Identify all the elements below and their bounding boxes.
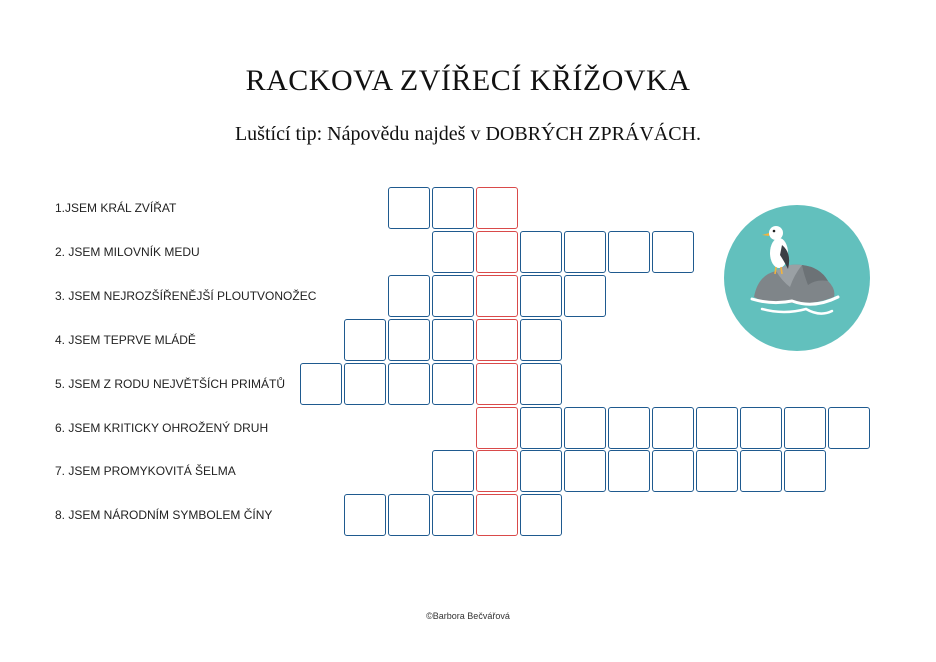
answer-cell[interactable] bbox=[388, 319, 430, 361]
answer-cell[interactable] bbox=[300, 363, 342, 405]
answer-cell[interactable] bbox=[432, 231, 474, 273]
answer-cell[interactable] bbox=[388, 275, 430, 317]
answer-cell[interactable] bbox=[520, 494, 562, 536]
answer-cell[interactable] bbox=[520, 275, 562, 317]
answer-cell[interactable] bbox=[520, 319, 562, 361]
answer-cell[interactable] bbox=[784, 450, 826, 492]
answer-cell[interactable] bbox=[696, 407, 738, 449]
clue-label-1: 1.JSEM KRÁL ZVÍŘAT bbox=[55, 201, 177, 215]
answer-key-cell[interactable] bbox=[476, 363, 518, 405]
clue-label-6: 6. JSEM KRITICKY OHROŽENÝ DRUH bbox=[55, 420, 269, 435]
page-title: RACKOVA ZVÍŘECÍ KŘÍŽOVKA bbox=[245, 64, 691, 97]
answer-cell[interactable] bbox=[388, 363, 430, 405]
clue-label-7: 7. JSEM PROMYKOVITÁ ŠELMA bbox=[55, 464, 236, 479]
answer-key-cell[interactable] bbox=[476, 231, 518, 273]
answer-cell[interactable] bbox=[652, 231, 694, 273]
answer-cell[interactable] bbox=[388, 187, 430, 229]
answer-cell[interactable] bbox=[520, 450, 562, 492]
answer-cell[interactable] bbox=[432, 187, 474, 229]
clue-label-3: 3. JSEM NEJROZŠÍŘENĚJŠÍ PLOUTVONOŽEC bbox=[55, 288, 317, 303]
answer-key-cell[interactable] bbox=[476, 187, 518, 229]
answer-key-cell[interactable] bbox=[476, 494, 518, 536]
answer-cell[interactable] bbox=[564, 275, 606, 317]
clue-label-5: 5. JSEM Z RODU NEJVĚTŠÍCH PRIMÁTŮ bbox=[55, 376, 286, 391]
clue-label-4: 4. JSEM TEPRVE MLÁDĚ bbox=[55, 332, 196, 347]
answer-cell[interactable] bbox=[608, 450, 650, 492]
answer-cell[interactable] bbox=[520, 231, 562, 273]
answer-cell[interactable] bbox=[784, 407, 826, 449]
answer-cell[interactable] bbox=[432, 450, 474, 492]
answer-key-cell[interactable] bbox=[476, 450, 518, 492]
answer-cell[interactable] bbox=[432, 275, 474, 317]
answer-cell[interactable] bbox=[344, 363, 386, 405]
answer-cell[interactable] bbox=[432, 363, 474, 405]
seagull-on-rock-icon bbox=[724, 205, 870, 351]
solving-tip: Luštící tip: Nápovědu najdeš v DOBRÝCH ZPRÁVÁCH. bbox=[234, 123, 702, 145]
answer-cell[interactable] bbox=[608, 231, 650, 273]
answer-cell[interactable] bbox=[696, 450, 738, 492]
clue-label-8: 8. JSEM NÁRODNÍM SYMBOLEM ČÍNY bbox=[55, 508, 273, 523]
answer-cell[interactable] bbox=[564, 407, 606, 449]
answer-cell[interactable] bbox=[564, 450, 606, 492]
answer-key-cell[interactable] bbox=[476, 319, 518, 361]
answer-cell[interactable] bbox=[740, 450, 782, 492]
answer-cell[interactable] bbox=[520, 363, 562, 405]
answer-cell[interactable] bbox=[652, 450, 694, 492]
answer-key-cell[interactable] bbox=[476, 407, 518, 449]
answer-cell[interactable] bbox=[608, 407, 650, 449]
answer-cell[interactable] bbox=[828, 407, 870, 449]
answer-cell[interactable] bbox=[344, 319, 386, 361]
answer-cell[interactable] bbox=[520, 407, 562, 449]
clue-label-2: 2. JSEM MILOVNÍK MEDU bbox=[55, 244, 200, 259]
answer-cell[interactable] bbox=[564, 231, 606, 273]
answer-cell[interactable] bbox=[652, 407, 694, 449]
answer-cell[interactable] bbox=[740, 407, 782, 449]
answer-cell[interactable] bbox=[388, 494, 430, 536]
answer-cell[interactable] bbox=[432, 319, 474, 361]
answer-cell[interactable] bbox=[432, 494, 474, 536]
answer-cell[interactable] bbox=[344, 494, 386, 536]
answer-key-cell[interactable] bbox=[476, 275, 518, 317]
copyright-credit: ©Barbora Bečvářová bbox=[426, 611, 510, 621]
